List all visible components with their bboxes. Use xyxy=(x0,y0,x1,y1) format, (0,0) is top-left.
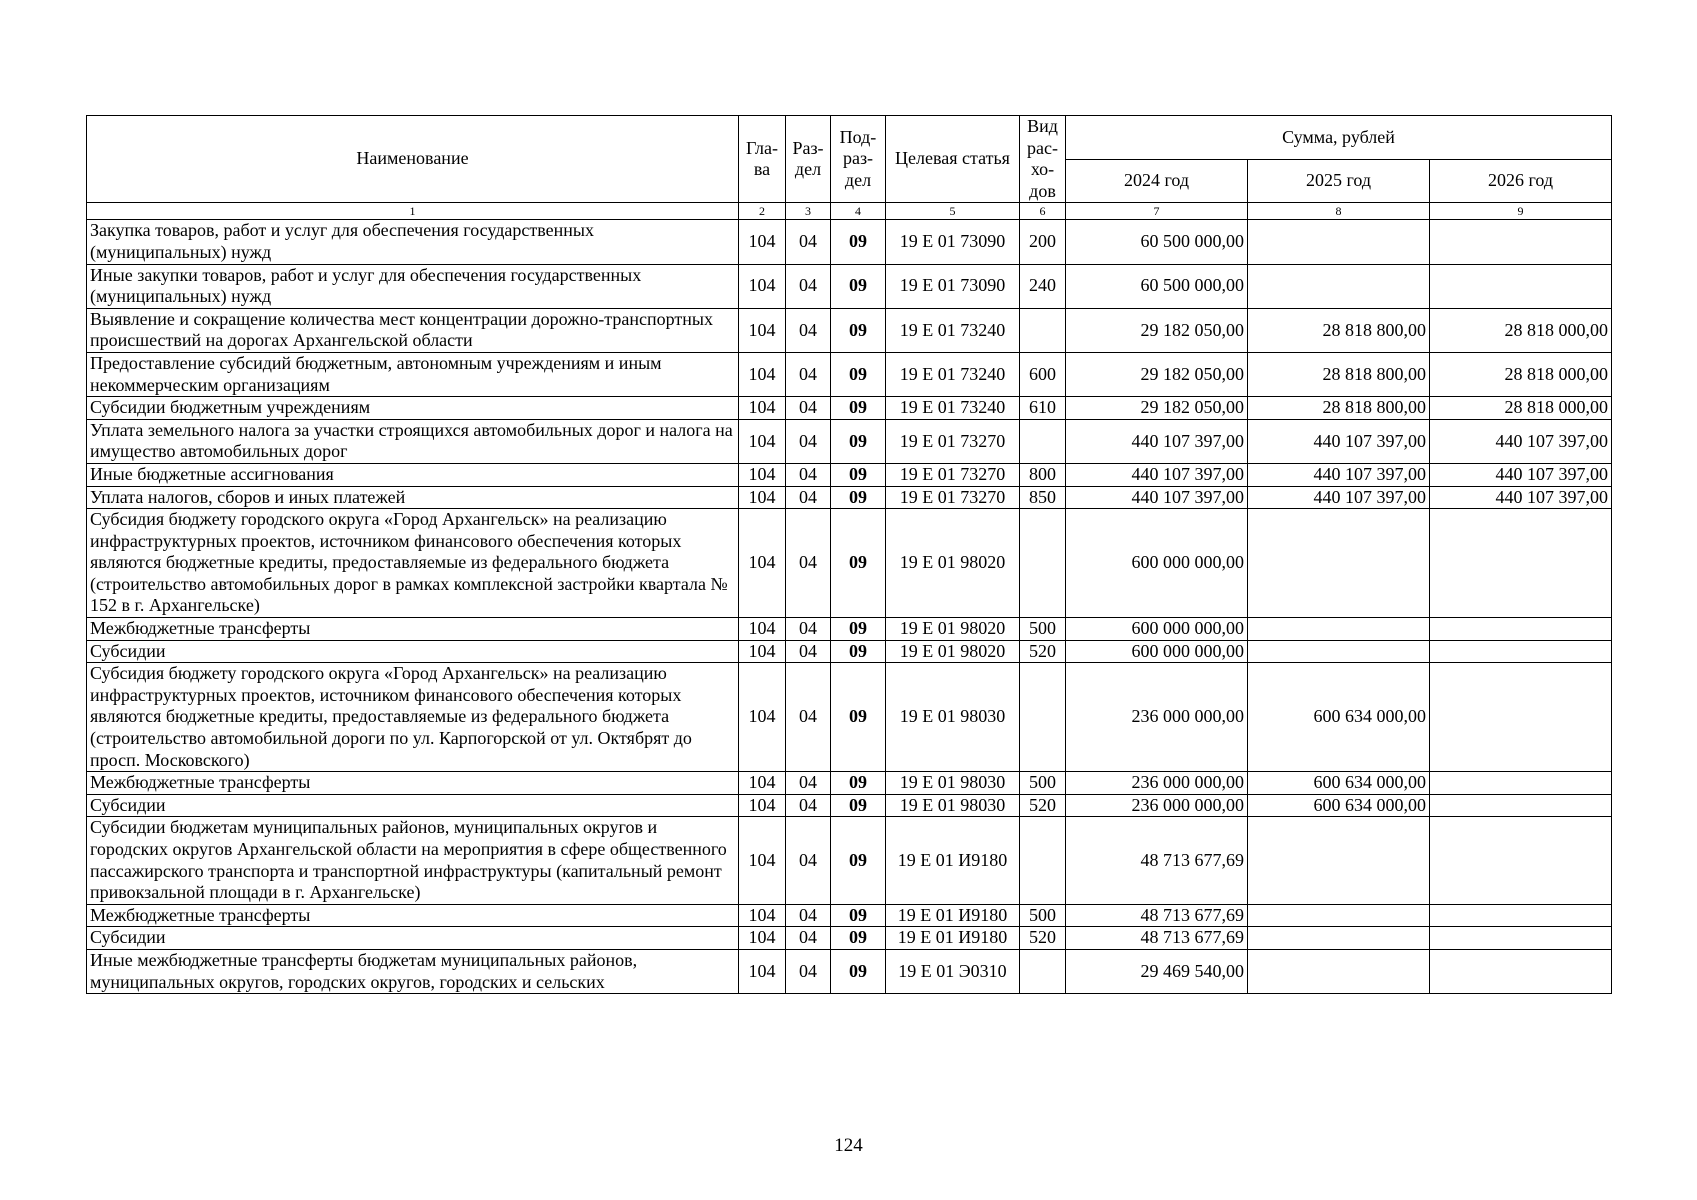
row-name: Субсидии xyxy=(87,927,739,950)
table-row xyxy=(87,927,1612,950)
row-podrazdel: 09 xyxy=(831,463,886,486)
header-2024: 2024 год xyxy=(1066,159,1248,203)
table-row xyxy=(87,486,1612,509)
row-celevaya-statya: 19 Е 01 98020 xyxy=(886,618,1020,641)
row-sum-2024: 236 000 000,00 xyxy=(1066,772,1248,795)
row-sum-2025: 440 107 397,00 xyxy=(1248,463,1430,486)
row-sum-2026 xyxy=(1430,618,1612,641)
row-sum-2024: 29 182 050,00 xyxy=(1066,308,1248,352)
row-podrazdel: 09 xyxy=(831,419,886,463)
table-row xyxy=(87,640,1612,663)
row-razdel: 04 xyxy=(786,509,831,618)
table-row xyxy=(87,463,1612,486)
row-vid-rashodov: 610 xyxy=(1020,397,1066,420)
row-vid-rashodov: 520 xyxy=(1020,794,1066,817)
row-razdel: 04 xyxy=(786,904,831,927)
row-podrazdel: 09 xyxy=(831,640,886,663)
row-razdel: 04 xyxy=(786,397,831,420)
row-podrazdel: 09 xyxy=(831,308,886,352)
table-row xyxy=(87,663,1612,772)
table-row xyxy=(87,397,1612,420)
row-razdel: 04 xyxy=(786,264,831,308)
row-glava: 104 xyxy=(739,817,786,904)
row-celevaya-statya: 19 Е 01 73090 xyxy=(886,264,1020,308)
row-sum-2025 xyxy=(1248,618,1430,641)
row-vid-rashodov: 240 xyxy=(1020,264,1066,308)
row-vid-rashodov xyxy=(1020,509,1066,618)
row-glava: 104 xyxy=(739,419,786,463)
row-sum-2024: 48 713 677,69 xyxy=(1066,904,1248,927)
row-name: Иные межбюджетные трансферты бюджетам муниципальных районов, муниципальных округов, городских округов, городских и сельских xyxy=(87,949,739,993)
column-numbers-row xyxy=(87,203,1612,220)
header-2026: 2026 год xyxy=(1430,159,1612,203)
row-name: Межбюджетные трансферты xyxy=(87,772,739,795)
table-row xyxy=(87,949,1612,993)
header-glava: Гла-ва xyxy=(739,116,786,203)
row-sum-2025: 28 818 800,00 xyxy=(1248,308,1430,352)
row-vid-rashodov xyxy=(1020,308,1066,352)
row-sum-2024: 600 000 000,00 xyxy=(1066,640,1248,663)
row-sum-2025: 28 818 800,00 xyxy=(1248,397,1430,420)
row-podrazdel: 09 xyxy=(831,904,886,927)
row-razdel: 04 xyxy=(786,352,831,396)
row-glava: 104 xyxy=(739,463,786,486)
table-row xyxy=(87,264,1612,308)
row-sum-2026: 440 107 397,00 xyxy=(1430,419,1612,463)
row-razdel: 04 xyxy=(786,220,831,264)
row-vid-rashodov: 500 xyxy=(1020,904,1066,927)
row-podrazdel: 09 xyxy=(831,352,886,396)
row-sum-2024: 29 182 050,00 xyxy=(1066,397,1248,420)
row-name: Субсидии бюджетным учреждениям xyxy=(87,397,739,420)
row-sum-2026 xyxy=(1430,904,1612,927)
row-glava: 104 xyxy=(739,264,786,308)
row-celevaya-statya: 19 Е 01 98030 xyxy=(886,794,1020,817)
row-vid-rashodov: 520 xyxy=(1020,927,1066,950)
row-vid-rashodov: 600 xyxy=(1020,352,1066,396)
row-sum-2025 xyxy=(1248,904,1430,927)
row-sum-2024: 60 500 000,00 xyxy=(1066,220,1248,264)
row-vid-rashodov: 500 xyxy=(1020,772,1066,795)
row-celevaya-statya: 19 Е 01 98020 xyxy=(886,509,1020,618)
row-celevaya-statya: 19 Е 01 98030 xyxy=(886,772,1020,795)
header-celevaya-statya: Целевая статья xyxy=(886,116,1020,203)
row-podrazdel: 09 xyxy=(831,264,886,308)
row-razdel: 04 xyxy=(786,817,831,904)
row-sum-2026: 28 818 000,00 xyxy=(1430,397,1612,420)
row-celevaya-statya: 19 Е 01 И9180 xyxy=(886,817,1020,904)
row-sum-2026 xyxy=(1430,663,1612,772)
row-podrazdel: 09 xyxy=(831,509,886,618)
column-number: 5 xyxy=(886,203,1020,220)
table-row xyxy=(87,772,1612,795)
row-razdel: 04 xyxy=(786,949,831,993)
column-number: 4 xyxy=(831,203,886,220)
row-sum-2025: 28 818 800,00 xyxy=(1248,352,1430,396)
row-sum-2024: 48 713 677,69 xyxy=(1066,927,1248,950)
row-podrazdel: 09 xyxy=(831,397,886,420)
row-sum-2026: 440 107 397,00 xyxy=(1430,463,1612,486)
row-sum-2025 xyxy=(1248,949,1430,993)
row-glava: 104 xyxy=(739,486,786,509)
header-vid-rashodov: Вид рас-хо-дов xyxy=(1020,116,1066,203)
row-sum-2024: 48 713 677,69 xyxy=(1066,817,1248,904)
row-vid-rashodov: 500 xyxy=(1020,618,1066,641)
column-number: 7 xyxy=(1066,203,1248,220)
row-vid-rashodov xyxy=(1020,817,1066,904)
row-razdel: 04 xyxy=(786,486,831,509)
row-glava: 104 xyxy=(739,397,786,420)
table-row xyxy=(87,509,1612,618)
row-sum-2026: 440 107 397,00 xyxy=(1430,486,1612,509)
header-summa: Сумма, рублей xyxy=(1066,116,1612,160)
row-name: Межбюджетные трансферты xyxy=(87,904,739,927)
page-number: 124 xyxy=(834,1135,863,1156)
column-number: 3 xyxy=(786,203,831,220)
row-sum-2025 xyxy=(1248,817,1430,904)
row-razdel: 04 xyxy=(786,772,831,795)
row-podrazdel: 09 xyxy=(831,663,886,772)
row-sum-2024: 600 000 000,00 xyxy=(1066,509,1248,618)
row-podrazdel: 09 xyxy=(831,949,886,993)
row-celevaya-statya: 19 Е 01 73270 xyxy=(886,486,1020,509)
row-sum-2024: 236 000 000,00 xyxy=(1066,663,1248,772)
row-glava: 104 xyxy=(739,220,786,264)
row-razdel: 04 xyxy=(786,640,831,663)
row-glava: 104 xyxy=(739,794,786,817)
table-row xyxy=(87,352,1612,396)
row-sum-2025 xyxy=(1248,927,1430,950)
row-razdel: 04 xyxy=(786,463,831,486)
row-sum-2026 xyxy=(1430,949,1612,993)
budget-table xyxy=(86,115,1612,994)
row-sum-2026 xyxy=(1430,640,1612,663)
column-number: 2 xyxy=(739,203,786,220)
row-sum-2025: 600 634 000,00 xyxy=(1248,663,1430,772)
row-name: Закупка товаров, работ и услуг для обеспечения государственных (муниципальных) нужд xyxy=(87,220,739,264)
row-sum-2024: 440 107 397,00 xyxy=(1066,419,1248,463)
row-sum-2025 xyxy=(1248,220,1430,264)
row-sum-2026: 28 818 000,00 xyxy=(1430,352,1612,396)
table-row xyxy=(87,817,1612,904)
row-name: Субсидии xyxy=(87,640,739,663)
row-celevaya-statya: 19 Е 01 98020 xyxy=(886,640,1020,663)
row-vid-rashodov xyxy=(1020,663,1066,772)
column-number: 6 xyxy=(1020,203,1066,220)
row-celevaya-statya: 19 Е 01 73270 xyxy=(886,419,1020,463)
row-podrazdel: 09 xyxy=(831,927,886,950)
row-name: Иные закупки товаров, работ и услуг для обеспечения государственных (муниципальных) нужд xyxy=(87,264,739,308)
row-sum-2026 xyxy=(1430,817,1612,904)
row-glava: 104 xyxy=(739,308,786,352)
row-sum-2024: 236 000 000,00 xyxy=(1066,794,1248,817)
row-glava: 104 xyxy=(739,618,786,641)
row-glava: 104 xyxy=(739,772,786,795)
row-celevaya-statya: 19 Е 01 Э0310 xyxy=(886,949,1020,993)
row-vid-rashodov xyxy=(1020,419,1066,463)
row-sum-2026 xyxy=(1430,509,1612,618)
row-glava: 104 xyxy=(739,927,786,950)
table-row xyxy=(87,308,1612,352)
row-sum-2025: 600 634 000,00 xyxy=(1248,794,1430,817)
row-name: Иные бюджетные ассигнования xyxy=(87,463,739,486)
row-sum-2024: 600 000 000,00 xyxy=(1066,618,1248,641)
row-glava: 104 xyxy=(739,904,786,927)
column-number: 9 xyxy=(1430,203,1612,220)
row-podrazdel: 09 xyxy=(831,817,886,904)
row-podrazdel: 09 xyxy=(831,794,886,817)
row-celevaya-statya: 19 Е 01 73090 xyxy=(886,220,1020,264)
row-vid-rashodov: 200 xyxy=(1020,220,1066,264)
column-number: 8 xyxy=(1248,203,1430,220)
row-sum-2026 xyxy=(1430,772,1612,795)
row-sum-2024: 29 469 540,00 xyxy=(1066,949,1248,993)
row-razdel: 04 xyxy=(786,618,831,641)
row-podrazdel: 09 xyxy=(831,486,886,509)
row-sum-2024: 29 182 050,00 xyxy=(1066,352,1248,396)
row-razdel: 04 xyxy=(786,927,831,950)
row-celevaya-statya: 19 Е 01 73270 xyxy=(886,463,1020,486)
row-sum-2026 xyxy=(1430,264,1612,308)
row-vid-rashodov: 520 xyxy=(1020,640,1066,663)
header-2025: 2025 год xyxy=(1248,159,1430,203)
table-body xyxy=(87,220,1612,994)
row-vid-rashodov xyxy=(1020,949,1066,993)
column-number: 1 xyxy=(87,203,739,220)
header-row xyxy=(87,116,1612,160)
table-row xyxy=(87,794,1612,817)
row-razdel: 04 xyxy=(786,794,831,817)
row-vid-rashodov: 850 xyxy=(1020,486,1066,509)
row-sum-2026 xyxy=(1430,927,1612,950)
row-glava: 104 xyxy=(739,509,786,618)
row-celevaya-statya: 19 Е 01 И9180 xyxy=(886,927,1020,950)
row-sum-2024: 440 107 397,00 xyxy=(1066,463,1248,486)
row-sum-2025 xyxy=(1248,640,1430,663)
table-row xyxy=(87,904,1612,927)
row-celevaya-statya: 19 Е 01 И9180 xyxy=(886,904,1020,927)
row-sum-2025: 600 634 000,00 xyxy=(1248,772,1430,795)
row-sum-2025 xyxy=(1248,509,1430,618)
row-razdel: 04 xyxy=(786,419,831,463)
row-sum-2025: 440 107 397,00 xyxy=(1248,419,1430,463)
row-glava: 104 xyxy=(739,949,786,993)
header-podrazdel: Под-раз-дел xyxy=(831,116,886,203)
row-celevaya-statya: 19 Е 01 73240 xyxy=(886,352,1020,396)
row-podrazdel: 09 xyxy=(831,220,886,264)
row-sum-2026: 28 818 000,00 xyxy=(1430,308,1612,352)
row-celevaya-statya: 19 Е 01 73240 xyxy=(886,397,1020,420)
row-razdel: 04 xyxy=(786,308,831,352)
row-name: Выявление и сокращение количества мест концентрации дорожно-транспортных происшествий на дорогах Архангельской области xyxy=(87,308,739,352)
row-name: Предоставление субсидий бюджетным, автономным учреждениям и иным некоммерческим организациям xyxy=(87,352,739,396)
row-sum-2025: 440 107 397,00 xyxy=(1248,486,1430,509)
table-row xyxy=(87,419,1612,463)
row-name: Субсидии бюджетам муниципальных районов, муниципальных округов и городских округов Архангельской области на мероприятия в сфере общественного пассажирского транспорта и транспортной инфраструктуры (капитальный ремонт привокзальной площади в г. Архангельске) xyxy=(87,817,739,904)
row-glava: 104 xyxy=(739,352,786,396)
row-name: Уплата налогов, сборов и иных платежей xyxy=(87,486,739,509)
row-name: Субсидии xyxy=(87,794,739,817)
row-celevaya-statya: 19 Е 01 73240 xyxy=(886,308,1020,352)
row-name: Субсидия бюджету городского округа «Город Архангельск» на реализацию инфраструктурных проектов, источником финансового обеспечения которых являются бюджетные кредиты, предоставляемые из федерального бюджета (строительство автомобильной дороги по ул. Карпогорской от ул. Октябрят до просп. Московского) xyxy=(87,663,739,772)
row-razdel: 04 xyxy=(786,663,831,772)
row-glava: 104 xyxy=(739,663,786,772)
table-row xyxy=(87,220,1612,264)
row-sum-2026 xyxy=(1430,794,1612,817)
row-podrazdel: 09 xyxy=(831,772,886,795)
header-name: Наименование xyxy=(87,116,739,203)
row-sum-2025 xyxy=(1248,264,1430,308)
row-celevaya-statya: 19 Е 01 98030 xyxy=(886,663,1020,772)
row-vid-rashodov: 800 xyxy=(1020,463,1066,486)
row-name: Межбюджетные трансферты xyxy=(87,618,739,641)
header-razdel: Раз-дел xyxy=(786,116,831,203)
row-glava: 104 xyxy=(739,640,786,663)
row-sum-2026 xyxy=(1430,220,1612,264)
table-row xyxy=(87,618,1612,641)
row-sum-2024: 60 500 000,00 xyxy=(1066,264,1248,308)
row-sum-2024: 440 107 397,00 xyxy=(1066,486,1248,509)
row-name: Субсидия бюджету городского округа «Город Архангельск» на реализацию инфраструктурных проектов, источником финансового обеспечения которых являются бюджетные кредиты, предоставляемые из федерального бюджета (строительство автомобильных дорог в рамках комплексной застройки квартала № 152 в г. Архангельске) xyxy=(87,509,739,618)
row-podrazdel: 09 xyxy=(831,618,886,641)
row-name: Уплата земельного налога за участки строящихся автомобильных дорог и налога на имущество автомобильных дорог xyxy=(87,419,739,463)
